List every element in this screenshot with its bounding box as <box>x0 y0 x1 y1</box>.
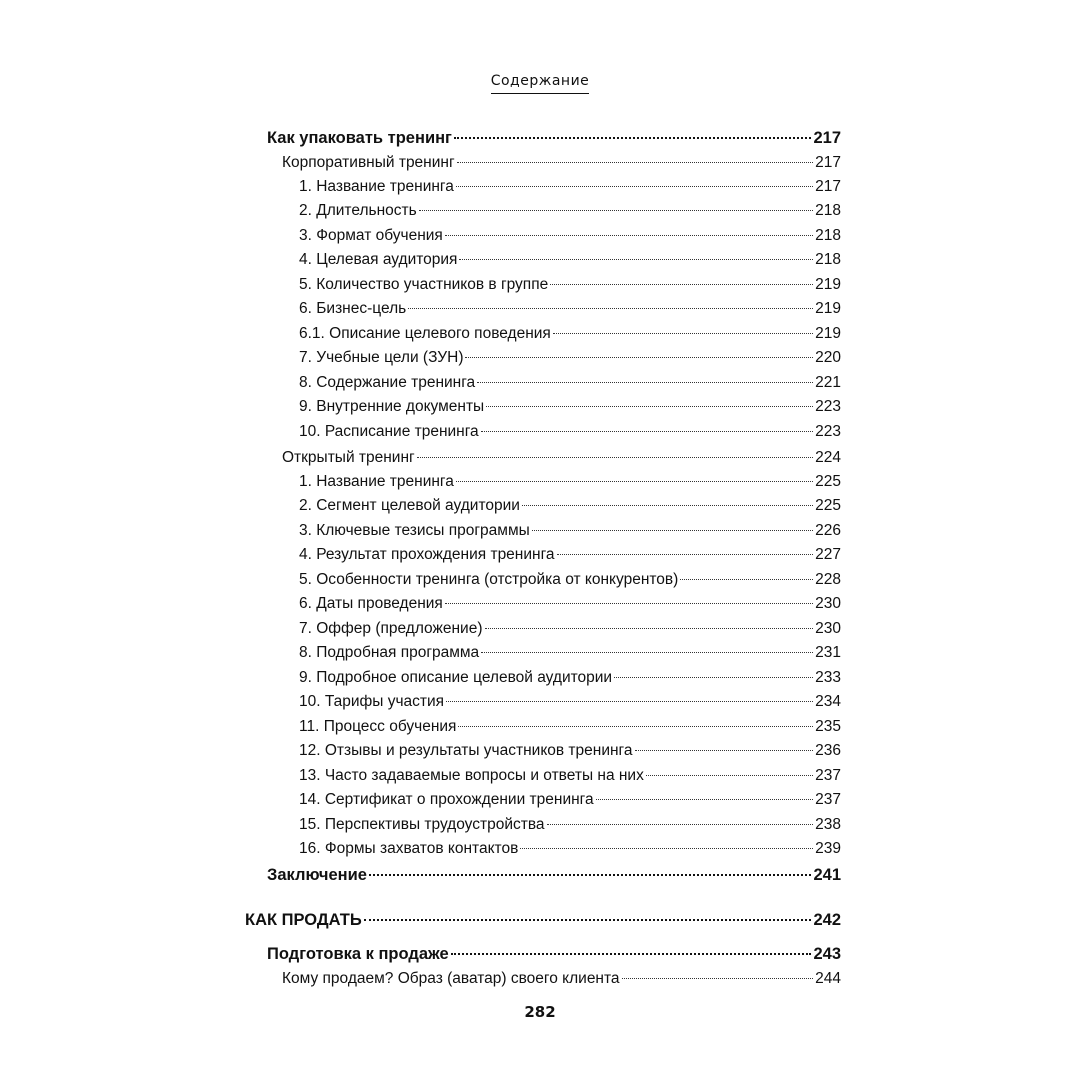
dot-leader <box>364 919 812 921</box>
dot-leader <box>456 481 813 482</box>
toc-entry-page: 236 <box>815 742 841 759</box>
toc-entry[interactable] <box>299 739 841 763</box>
toc-entry-page: 217 <box>815 178 841 195</box>
toc-entry[interactable] <box>299 273 841 297</box>
toc-entry-title: 6.1. Описание целевого поведения <box>299 325 551 342</box>
toc-entry[interactable] <box>299 543 841 567</box>
toc-entry-title: Подготовка к продаже <box>267 945 449 963</box>
toc-entry-title: 2. Сегмент целевой аудитории <box>299 497 520 514</box>
toc-entry-page: 223 <box>815 398 841 415</box>
toc-entry-page: 217 <box>813 129 841 147</box>
toc-entry-title: 8. Содержание тренинга <box>299 374 476 391</box>
toc-entry-title: 12. Отзывы и результаты участников тренинга <box>299 742 633 759</box>
toc-entry-title: 4. Результат прохождения тренинга <box>299 546 555 563</box>
dot-leader <box>451 953 812 955</box>
toc-entry-page: 244 <box>815 970 841 987</box>
toc-entry-title: 14. Сертификат о прохождении тренинга <box>299 791 594 808</box>
toc-entry-page: 224 <box>815 449 841 466</box>
toc-entry-title: 10. Тарифы участия <box>299 693 445 710</box>
toc-entry-title: 13. Часто задаваемые вопросы и ответы на них <box>299 767 644 784</box>
dot-leader <box>481 652 813 653</box>
dot-leader <box>419 210 813 211</box>
dot-leader <box>635 750 814 751</box>
toc-entry[interactable] <box>299 224 841 248</box>
dot-leader <box>445 603 813 604</box>
dot-leader <box>485 628 814 629</box>
toc-entry-page: 227 <box>815 546 841 563</box>
toc-entry-page: 238 <box>815 816 841 833</box>
toc-entry[interactable] <box>245 908 841 932</box>
dot-leader <box>557 554 814 555</box>
toc-entry-page: 217 <box>815 154 841 171</box>
toc-entry-title: 1. Название тренинга <box>299 178 454 195</box>
toc-entry[interactable] <box>282 151 841 175</box>
toc-entry[interactable] <box>267 863 841 887</box>
toc-entry[interactable] <box>299 346 841 370</box>
toc-entry-title: Открытый тренинг <box>282 449 415 466</box>
toc-entry-page: 219 <box>815 325 841 342</box>
toc-entry-title: КАК ПРОДАТЬ <box>245 911 362 929</box>
dot-leader <box>481 431 813 432</box>
toc-entry[interactable] <box>299 592 841 616</box>
toc-entry[interactable] <box>299 837 841 861</box>
toc-entry-title: Корпоративный тренинг <box>282 154 455 171</box>
dot-leader <box>445 235 813 236</box>
toc-entry-title: 7. Учебные цели (ЗУН) <box>299 349 464 366</box>
toc-entry-title: 10. Расписание тренинга <box>299 423 479 440</box>
toc-entry[interactable] <box>299 420 841 444</box>
toc-entry[interactable] <box>299 297 841 321</box>
toc-entry-title: 9. Внутренние документы <box>299 398 485 415</box>
toc-entry[interactable] <box>282 967 841 991</box>
toc-entry[interactable] <box>299 371 841 395</box>
dot-leader <box>459 259 813 260</box>
toc-entry-title: Кому продаем? Образ (аватар) своего клиента <box>282 970 620 987</box>
dot-leader <box>646 775 813 776</box>
toc-entry[interactable] <box>267 126 841 150</box>
dot-leader <box>596 799 814 800</box>
toc-entry[interactable] <box>299 519 841 543</box>
dot-leader <box>622 978 814 979</box>
toc-entry-title: 9. Подробное описание целевой аудитории <box>299 669 613 686</box>
dot-leader <box>408 308 813 309</box>
toc-entry-title: 3. Формат обучения <box>299 227 443 244</box>
toc-entry[interactable] <box>299 470 841 494</box>
toc-entry[interactable] <box>267 942 841 966</box>
toc-entry-page: 221 <box>815 374 841 391</box>
toc-entry-page: 237 <box>815 767 841 784</box>
toc-entry-page: 219 <box>815 276 841 293</box>
toc-entry-title: 11. Процесс обучения <box>299 718 457 735</box>
dot-leader <box>522 505 813 506</box>
toc-entry-title: 3. Ключевые тезисы программы <box>299 522 530 539</box>
toc-entry-title: 8. Подробная программа <box>299 644 480 661</box>
toc-entry[interactable] <box>299 690 841 714</box>
toc-entry-title: 16. Формы захватов контактов <box>299 840 519 857</box>
dot-leader <box>477 382 813 383</box>
toc-entry-page: 233 <box>815 669 841 686</box>
toc-entry-page: 223 <box>815 423 841 440</box>
toc-entry-page: 225 <box>815 473 841 490</box>
toc-entry[interactable] <box>299 715 841 739</box>
toc-entry-title: 1. Название тренинга <box>299 473 454 490</box>
toc-entry-title: Как упаковать тренинг <box>267 129 452 147</box>
toc-entry-page: 218 <box>815 251 841 268</box>
toc-entry[interactable] <box>299 764 841 788</box>
toc-entry[interactable] <box>299 175 841 199</box>
toc-entry[interactable] <box>299 788 841 812</box>
dot-leader <box>457 162 814 163</box>
toc-entry-page: 234 <box>815 693 841 710</box>
toc-entry[interactable] <box>299 666 841 690</box>
dot-leader <box>454 137 812 139</box>
toc-entry[interactable] <box>299 494 841 518</box>
toc-entry[interactable] <box>299 813 841 837</box>
toc-entry[interactable] <box>299 248 841 272</box>
toc-entry-page: 218 <box>815 202 841 219</box>
dot-leader <box>456 186 813 187</box>
toc-entry-page: 218 <box>815 227 841 244</box>
toc-entry[interactable] <box>299 322 841 346</box>
toc-entry-title: 6. Даты проведения <box>299 595 443 612</box>
toc-entry[interactable] <box>299 641 841 665</box>
toc-entry-page: 239 <box>815 840 841 857</box>
toc-entry-page: 237 <box>815 791 841 808</box>
toc-entry-page: 228 <box>815 571 841 588</box>
toc-entry-title: 5. Особенности тренинга (отстройка от конкурентов) <box>299 571 679 588</box>
running-head <box>0 72 1080 94</box>
toc-entry-title: 2. Длительность <box>299 202 417 219</box>
page-number: 282 <box>524 1003 556 1021</box>
dot-leader <box>446 701 813 702</box>
toc-entry-page: 225 <box>815 497 841 514</box>
toc-entry-page: 243 <box>813 945 841 963</box>
toc-entry-title: 4. Целевая аудитория <box>299 251 458 268</box>
dot-leader <box>614 677 813 678</box>
toc-entry-title: 5. Количество участников в группе <box>299 276 549 293</box>
dot-leader <box>458 726 813 727</box>
toc-entry[interactable] <box>299 199 841 223</box>
dot-leader <box>465 357 813 358</box>
toc-entry-title: Заключение <box>267 866 367 884</box>
toc-entry-page: 226 <box>815 522 841 539</box>
toc-entry-page: 241 <box>813 866 841 884</box>
toc-entry[interactable] <box>299 395 841 419</box>
dot-leader <box>369 874 812 876</box>
dot-leader <box>680 579 813 580</box>
toc-entry-title: 15. Перспективы трудоустройства <box>299 816 545 833</box>
toc-entry-page: 230 <box>815 595 841 612</box>
dot-leader <box>532 530 813 531</box>
toc-entry-page: 219 <box>815 300 841 317</box>
dot-leader <box>550 284 813 285</box>
toc-entry-title: 7. Оффер (предложение) <box>299 620 483 637</box>
toc-entry-title: 6. Бизнес-цель <box>299 300 407 317</box>
dot-leader <box>486 406 813 407</box>
dot-leader <box>547 824 814 825</box>
dot-leader <box>553 333 813 334</box>
toc-entry[interactable] <box>299 568 841 592</box>
toc-entry-page: 235 <box>815 718 841 735</box>
toc-entry-page: 242 <box>813 911 841 929</box>
toc-entry-page: 231 <box>815 644 841 661</box>
running-head-title: Содержание <box>491 73 590 94</box>
toc-entry[interactable] <box>282 446 841 470</box>
dot-leader <box>417 457 813 458</box>
toc-entry-page: 220 <box>815 349 841 366</box>
toc-entry[interactable] <box>299 617 841 641</box>
dot-leader <box>520 848 813 849</box>
toc-entry-page: 230 <box>815 620 841 637</box>
